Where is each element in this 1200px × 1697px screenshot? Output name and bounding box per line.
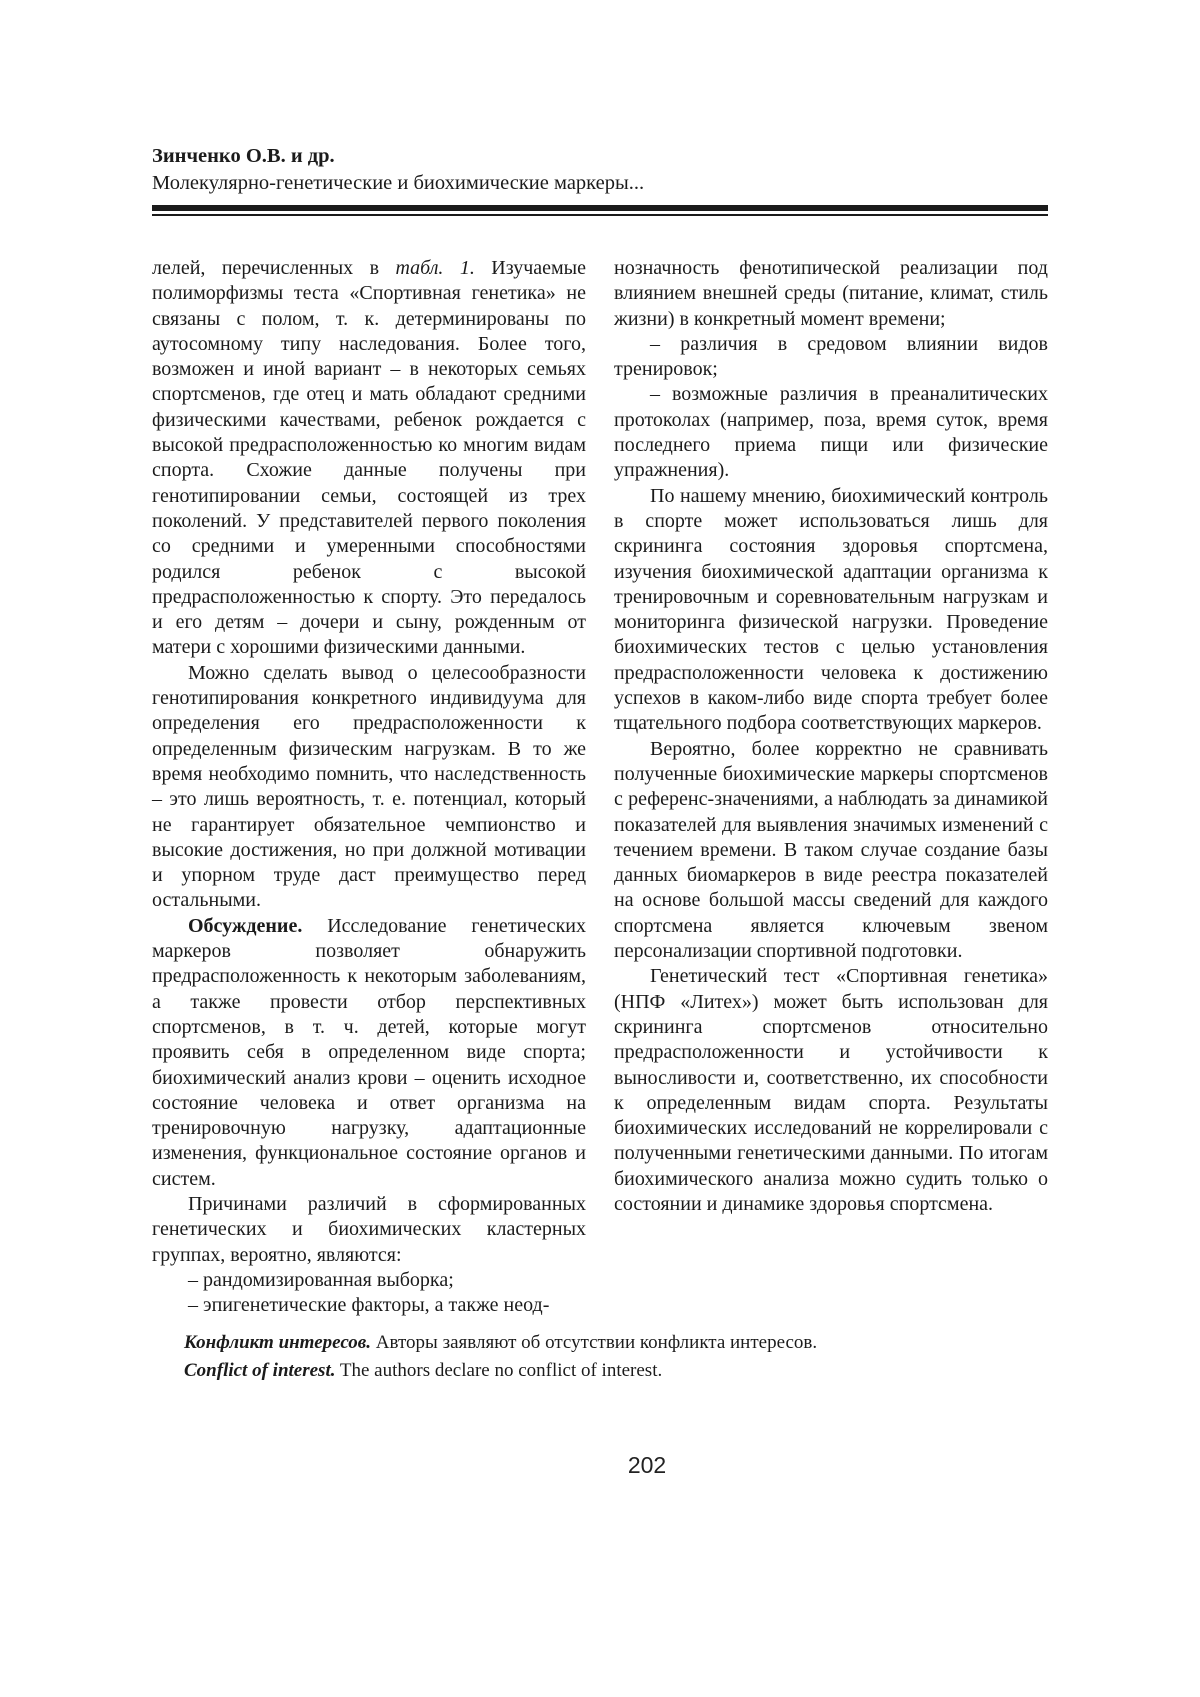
paragraph: Вероятно, более корректно не сравнивать полученные биохимические маркеры спортсменов с референс-значениями, а наблюдать за динамикой показателей для выявления значимых изменений с течением времени. В таком случае создание базы данных биомаркеров в виде реестра показателей на основе большой массы сведений для каждого спортсмена является ключевым звеном персонализации спортивной подготовки. [614,737,1048,963]
paragraph-continuation: нозначность фенотипической реализации под влиянием внешней среды (питание, климат, стиль жизни) в конкретный момент времени; [614,257,1048,330]
list-item-dash: – рандомизированная выборка; [188,1268,454,1291]
paragraph: По нашему мнению, биохимический контроль в спорте может использоваться лишь для скрининга состояния здоровья спортсмена, изучения биохимической адаптации организма к тренировочным и соревновательным нагрузкам и мониторинга физической нагрузки. Проведение биохимических тестов с целью установления предрасположенности человека к достижению успехов в каком-либо виде спорта требует более тщательного подбора соответствующих маркеров. [614,484,1048,735]
paragraph-text: Изучаемые полиморфизмы теста «Спортивная генетика» не связаны с полом, т. к. детерминированы по аутосомному типу наследования. Более того, возможен и иной вариант – в некоторых семьях спортсменов, где отец и мать обладают средними физическими качествами, ребенок рождается с высокой предрасположенностью ко многим видам спорта. Схожие данные получены при генотипировании семьи, состоящей из трех поколений. У представителей первого поколения со средними и умеренными способностями родился ребенок с высокой предрасположенностью к спорту. Это передалось и его детям – дочери и сыну, рожденным от матери с хорошими физическими данными. [152,257,586,659]
text-columns [152,256,1048,1318]
conflict-ru-lead: Конфликт интересов. [184,1332,372,1353]
page-number: 202 [627,1452,667,1478]
section-lead-discussion: Обсуждение. [188,914,303,937]
header-rule-thick [152,205,1048,211]
conflict-en-line [152,1357,1048,1385]
paragraph-text: Исследование генетических маркеров позволяет обнаружить предрасположенность к некоторым заболеваниям, а также провести отбор перспективных спортсменов, в т. ч. детей, которые могут проявить себя в определенном виде спорта; биохимический анализ крови – оценить исходное состояние человека и ответ организма на тренировочную нагрузку, адаптационные изменения, функциональное состояние органов и систем. [152,914,586,1190]
list-item-dash: – эпигенетические факторы, а также неод- [188,1294,550,1317]
conflict-ru-line [152,1329,1048,1357]
conflict-en-lead: Conflict of interest. [184,1360,336,1381]
conflict-en-text: The authors declare no conflict of interest. [335,1360,663,1381]
paragraph-text: лелей, перечисленных в [152,257,396,279]
left-column [152,256,586,1318]
paragraph-discussion [152,914,586,1192]
list-item-dash: – возможные различия в преаналитических протоколах (например, поза, время суток, время последнего приема пищи или физические упражнения). [614,383,1048,482]
conflict-of-interest-block [152,1329,1048,1385]
right-column [614,256,1048,1318]
paragraph: Генетический тест «Спортивная генетика» (НПФ «Литех») может быть использован для скрининга спортсменов относительно предрасположенности и устойчивости к выносливости и, соответственно, их способности к определенным видам спорта. Результаты биохимических исследований не коррелировали с полученными генетическими данными. По итогам биохимического анализа можно судить только о состоянии и динамике здоровья спортсмена. [614,965,1048,1215]
running-head-title: Молекулярно-генетические и биохимические маркеры... [152,172,645,194]
header-rule-thin [152,214,1048,216]
conflict-ru-text: Авторы заявляют об отсутствии конфликта интересов. [371,1332,818,1353]
paragraph: Можно сделать вывод о целесообразности генотипирования конкретного индивидуума для определения его предрасположенности к определенным физическим нагрузкам. В то же время необходимо помнить, что наследственность – это лишь вероятность, т. е. потенциал, который не гарантирует обязательное чемпионство и высокие достижения, но при должной мотивации и упорном труде даст преимущество перед остальными. [152,661,586,912]
paragraph: Причинами различий в сформированных генетических и биохимических кластерных группах, вероятно, являются: [152,1192,586,1266]
paragraph-continuation [152,256,586,661]
running-head [152,143,1048,197]
running-head-authors: Зинченко О.В. и др. [152,145,335,167]
table-reference: табл. 1. [395,257,475,279]
list-item-dash: – различия в средовом влиянии видов тренировок; [614,332,1048,381]
